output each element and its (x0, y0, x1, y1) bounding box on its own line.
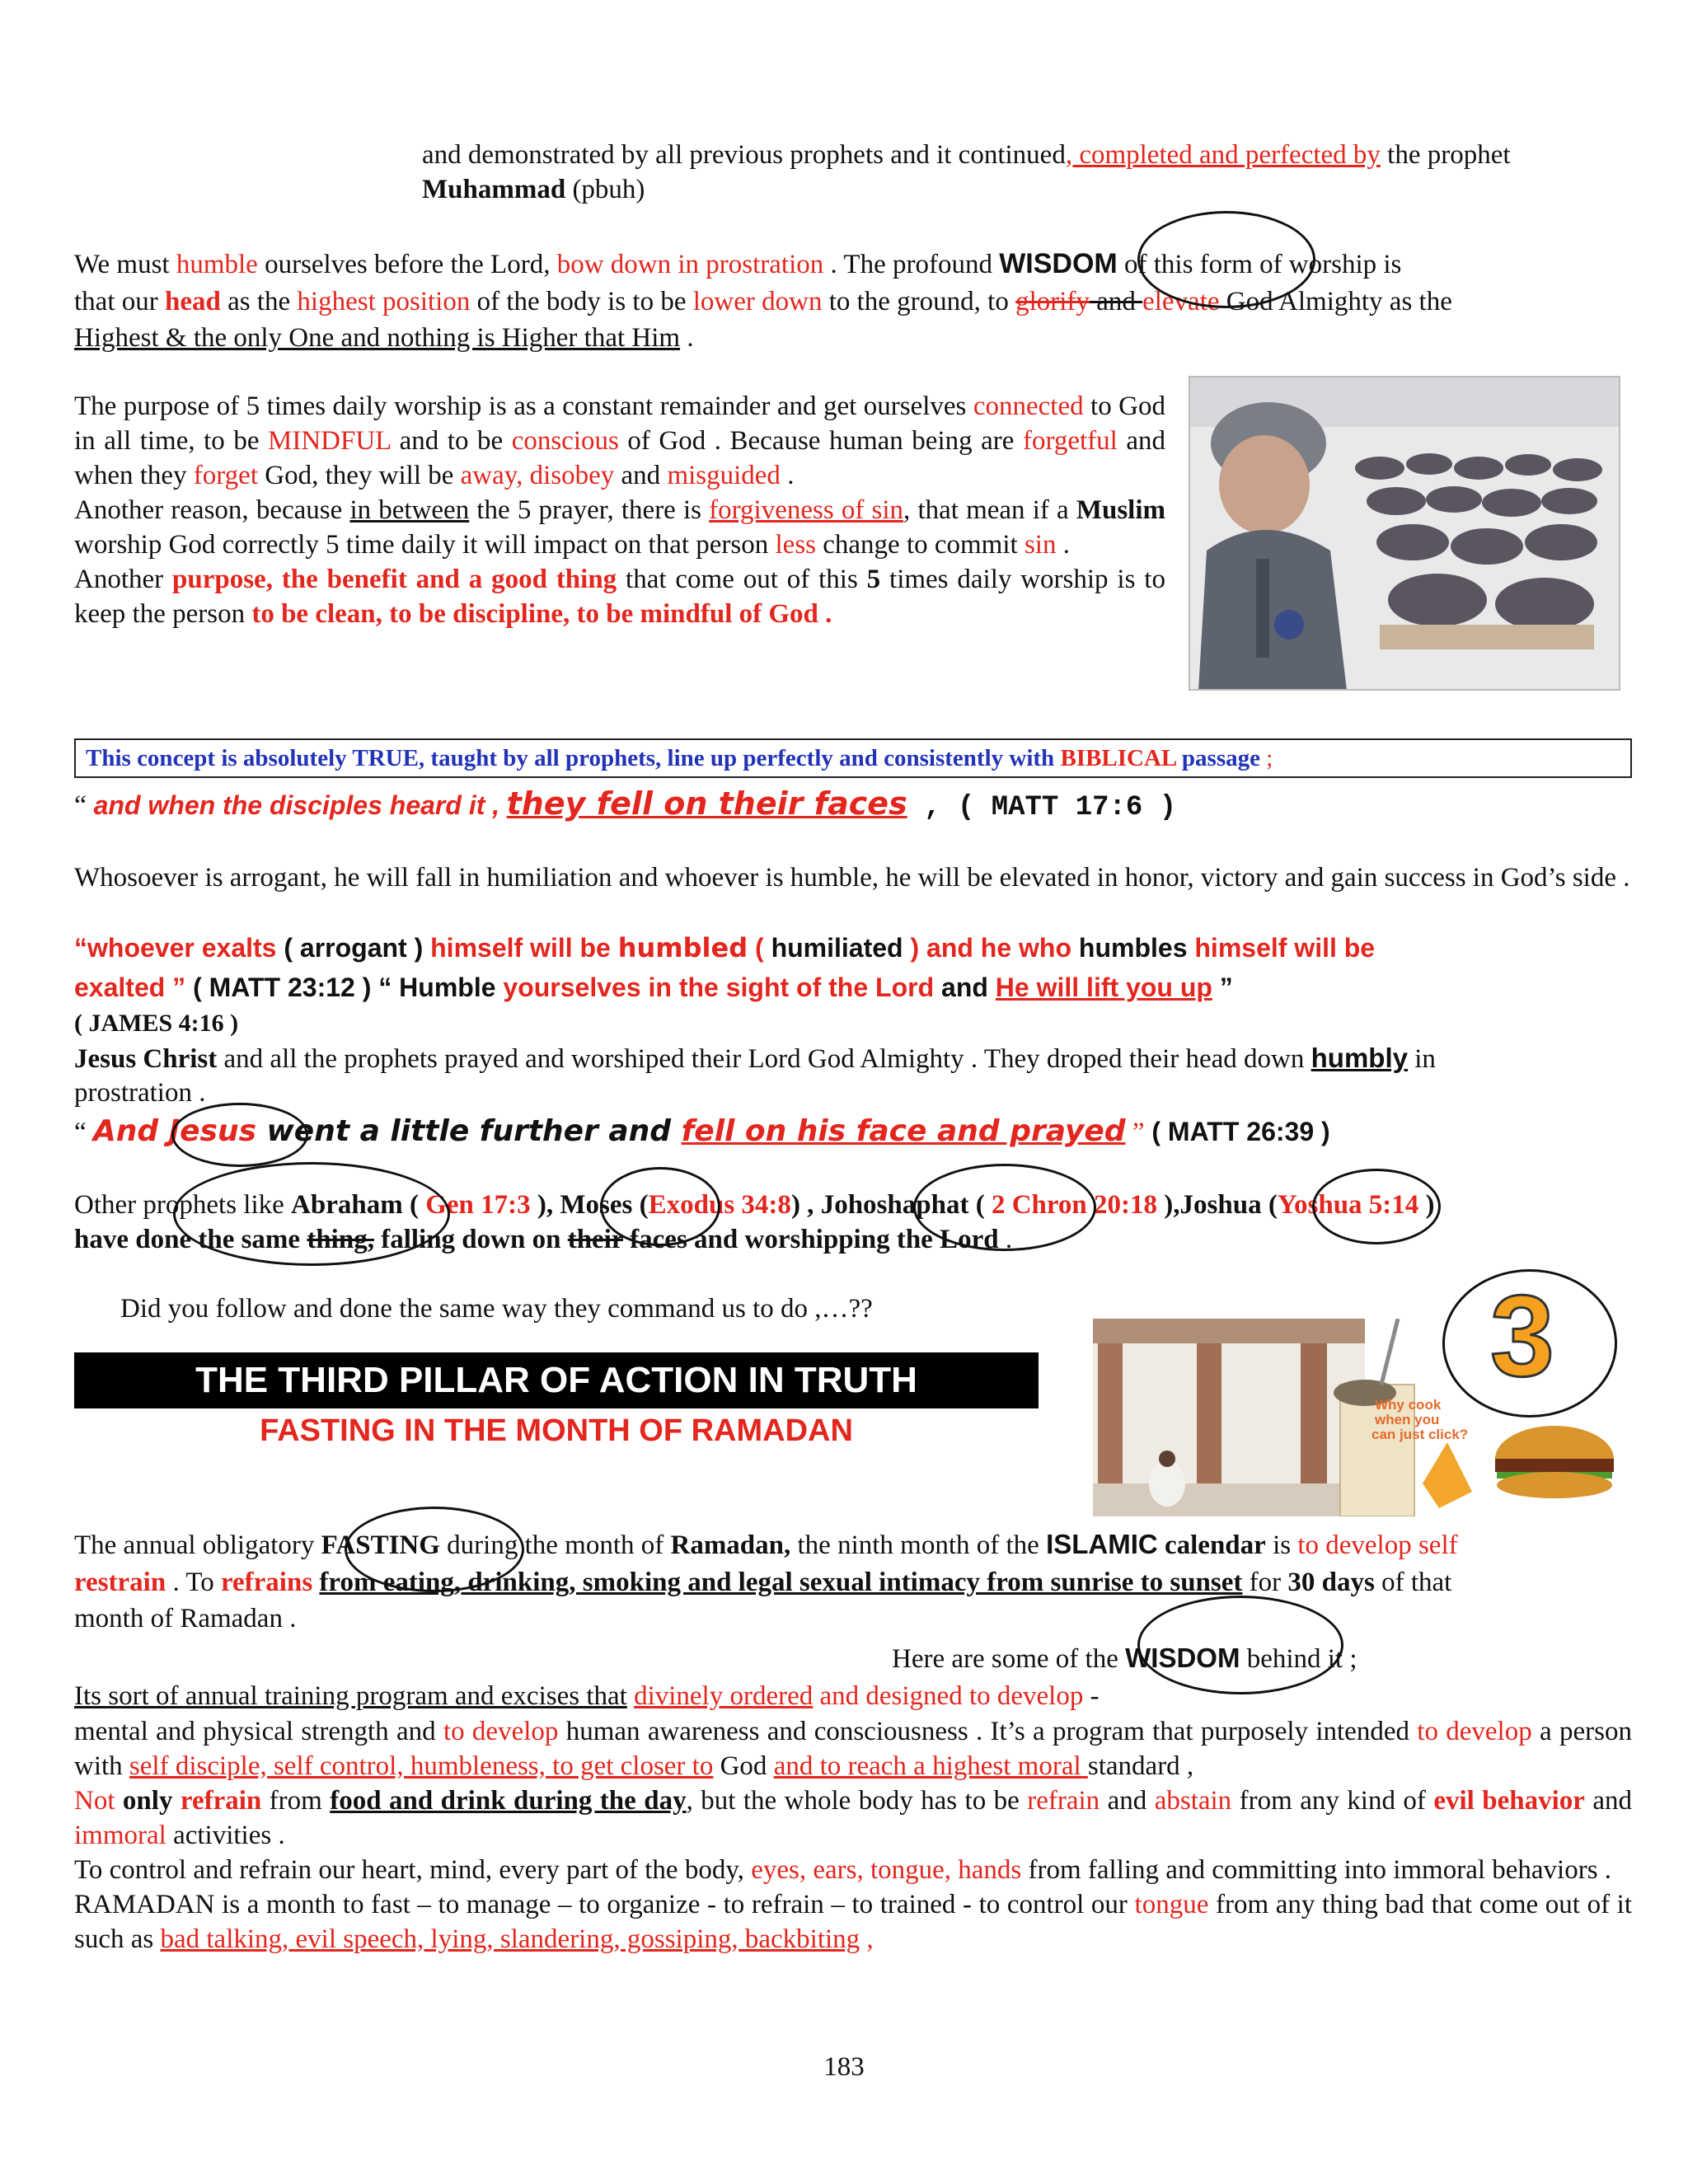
prayer-photo (1189, 376, 1620, 691)
prayer-photo-illustration (1190, 377, 1619, 689)
matt23-line-1: “whoever exalts ( arrogant ) himself will be humbled ( humiliated ) and he who humbles himself will be (74, 932, 1376, 963)
pillar-title-banner: THE THIRD PILLAR OF ACTION IN TRUTH (74, 1352, 1039, 1408)
concept-box: This concept is absolutely TRUE, taught by all prophets, line up perfectly and consistently with BIBLICAL passage ; (74, 738, 1632, 778)
moses-circle (600, 1167, 720, 1246)
jesus-line-2: prostration . (74, 1078, 206, 1108)
follow-question: Did you follow and done the same way they command us to do ,…?? (120, 1294, 873, 1324)
training-paragraph: mental and physical strength and to develop human awareness and consciousness . It’s a program that purposely intended to develop a person with self disciple, self control, humbleness, to get closer to God and to reach a highest moral standard , Not only refrain from food and drink during the day, but the whole body has to be refrain and abstain from any kind of evil behavior and immoral activities . To control and refrain our heart, mind, every part of the body, eyes, ears, tongue, hands from falling and committing into immoral behaviors . RAMADAN is a month to fast – to manage – to organize - to refrain – to trained - to control our tongue from any thing bad that come out of it such as bad talking, evil speech, lying, slandering, gossiping, backbiting , (74, 1717, 1632, 1954)
page-number: 183 (823, 2052, 865, 2082)
prophets-line-1: Other prophets like Abraham ( Gen 17:3 ), Moses (Exodus 34:8) , Johoshaphat ( 2 Chron 20:18 ),Joshua (Yoshua 5:14 ) (74, 1190, 1435, 1220)
intro-line-1: and demonstrated by all previous prophets and it continued, completed and perfected by the prophet (422, 140, 1511, 170)
matt23-line-2: exalted ” ( MATT 23:12 ) “ Humble yourselves in the sight of the Lord and He will lift you up ” (74, 972, 1233, 1002)
fasting-line-2: restrain . To refrains from eating, drinking, smoking and legal sexual intimacy from sunrise to sunset for 30 days of that (74, 1568, 1452, 1597)
jesus-circle (171, 1103, 308, 1167)
wisdom-circle (1137, 211, 1315, 308)
matt17-quote: “ and when the disciples heard it , they fell on their faces , ( MATT 17:6 ) (74, 785, 1177, 823)
arrogant-paragraph: Whosoever is arrogant, he will fall in humiliation and whoever is humble, he will be elevated in honor, victory and gain success in God’s side . (74, 863, 1630, 893)
wisdom-circle-2 (1137, 1596, 1343, 1694)
fasting-line-3: month of Ramadan . (74, 1604, 297, 1633)
training-line-1: Its sort of annual training program and excises that divinely ordered and designed to develop - (74, 1681, 1100, 1711)
johoshaphat-circle (913, 1164, 1096, 1251)
intro-line-2: Muhammad (pbuh) (422, 175, 645, 204)
abraham-moses-circle (173, 1162, 450, 1266)
james-ref: ( JAMES 4:16 ) (74, 1010, 239, 1037)
pillar-number: 3 (1490, 1271, 1554, 1400)
joshua-circle (1312, 1169, 1441, 1244)
humble-line-2: that our head as the highest position of the body is to be lower down to the ground, to glorify and elevate God Almighty as the (74, 287, 1452, 316)
jesus-line-1: Jesus Christ and all the prophets prayed and worshiped their Lord God Almighty . They droped their head down humbly in (74, 1043, 1436, 1074)
humble-line-3: Highest & the only One and nothing is Higher that Him . (74, 323, 694, 353)
wisdom-line: Here are some of the WISDOM behind it ; (892, 1643, 1357, 1674)
pillar-subtitle: FASTING IN THE MONTH OF RAMADAN (260, 1413, 853, 1448)
prophets-line-2: have done the same thing, falling down on their faces and worshipping the Lord . (74, 1225, 1013, 1254)
matt26-quote: “ And Jesus went a little further and fell on his face and prayed ” ( MATT 26:39 ) (74, 1114, 1330, 1148)
ad-text-line-1: Why cook (1375, 1397, 1442, 1413)
purpose-paragraph: The purpose of 5 times daily worship is as a constant remainder and get ourselves connected to God in all time, to be MINDFUL and to be conscious of God . Because human being are forgetful and when they forget God, they will be away, disobey and misguided . Another reason, because in between the 5 prayer, there is forgiveness of sin, that mean if a Muslim worship God correctly 5 time daily it will impact on that person less change to commit sin . Another purpose, the benefit and a good thing that come out of this 5 times daily worship is to keep the person to be clean, to be discipline, to be mindful of God . (74, 391, 1166, 629)
fasting-line-1: The annual obligatory FASTING during the month of Ramadan, the ninth month of the ISLAMIC calendar is to develop self (74, 1529, 1458, 1560)
ad-text-line-3: can just click? (1372, 1427, 1469, 1442)
humble-line-1: We must humble ourselves before the Lord, bow down in prostration . The profound WISDOM of this form of worship is (74, 248, 1402, 279)
ad-text-line-2: when you (1375, 1412, 1440, 1427)
fasting-circle (345, 1507, 524, 1592)
